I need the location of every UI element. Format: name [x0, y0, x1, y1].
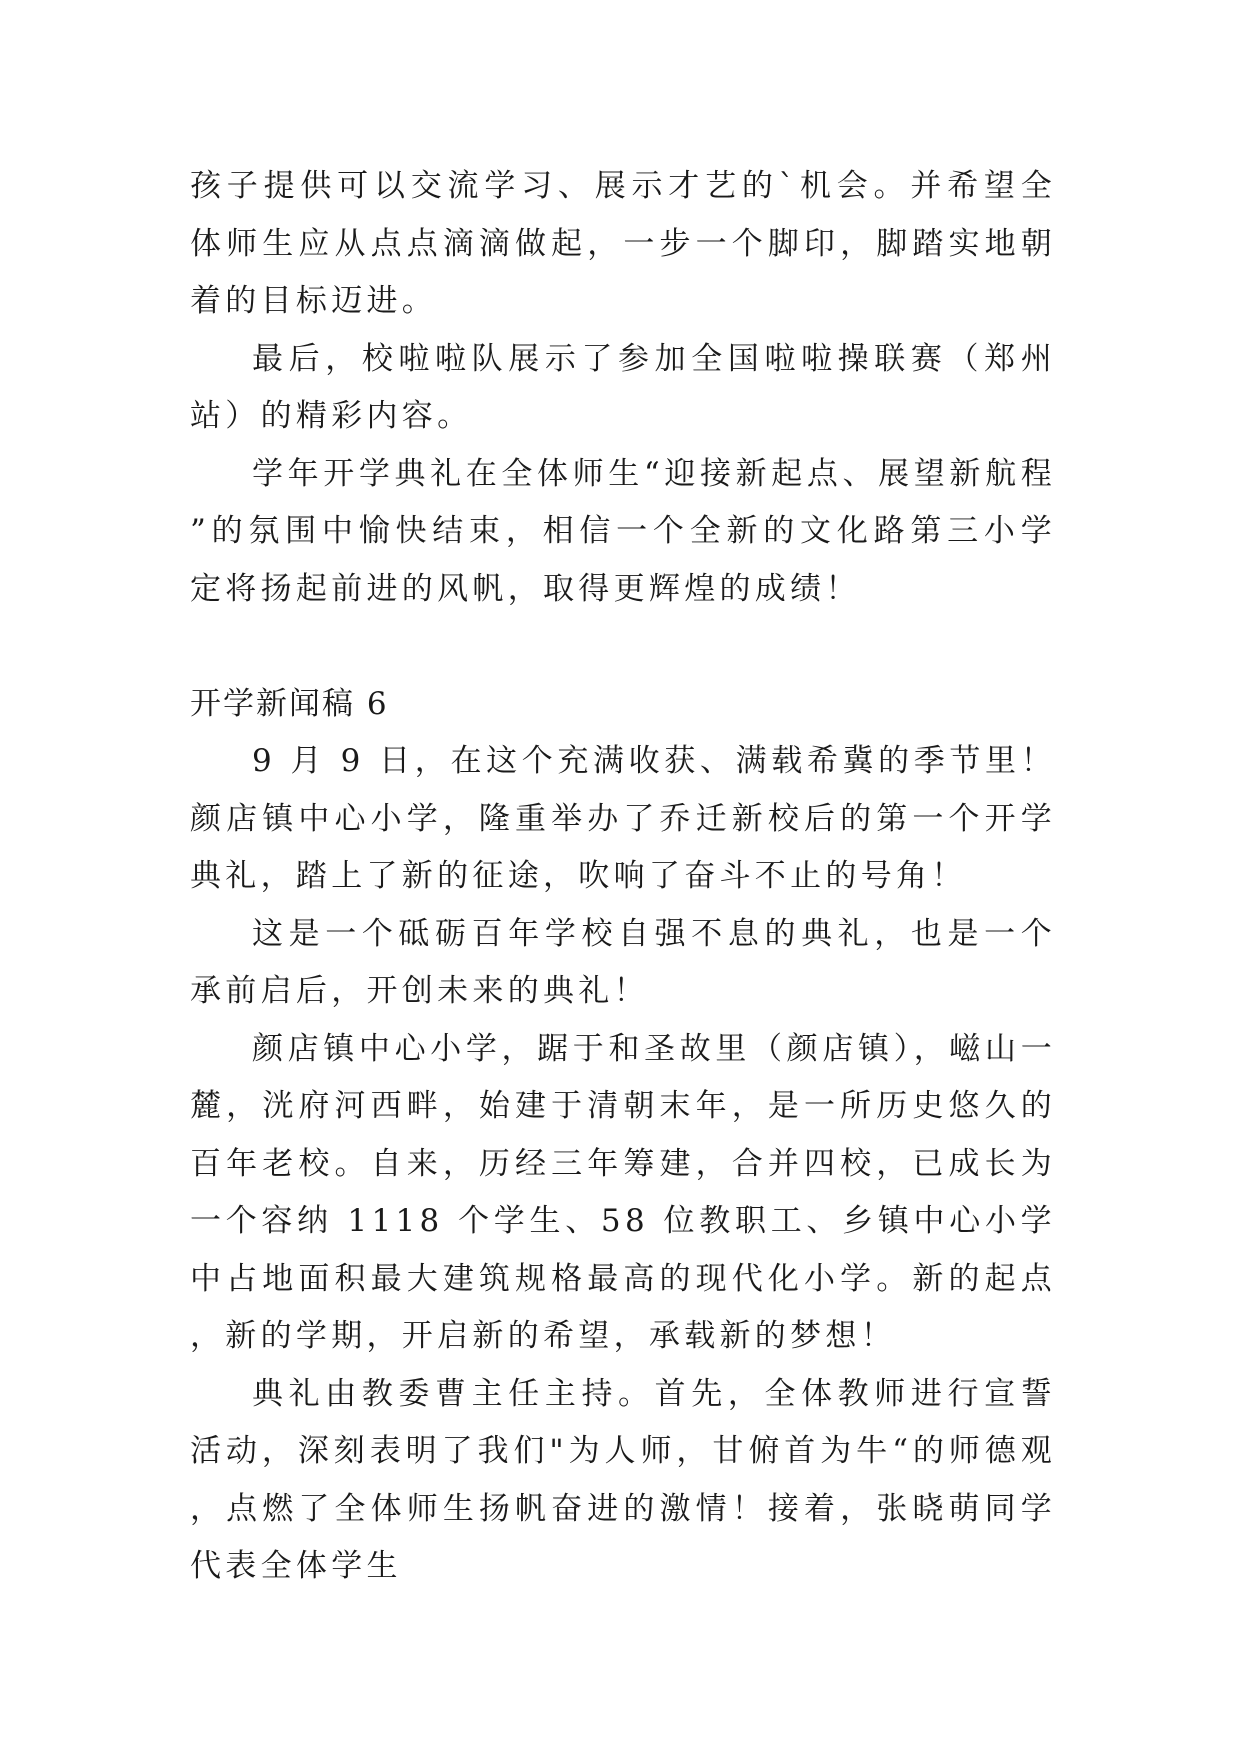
- paragraph-ceremony-meaning: 这是一个砥砺百年学校自强不息的典礼，也是一个承前启后，开创未来的典礼！: [190, 915, 1056, 1009]
- section-title: 开学新闻稿 6: [190, 685, 389, 722]
- paragraph-ceremony-end: 学年开学典礼在全体师生“迎接新起点、展望新航程”的氛围中愉快结束，相信一个全新的文化路第三小学定将扬起前进的风帆，取得更辉煌的成绩！: [190, 455, 1056, 607]
- paragraph-opening-date: 9 月 9 日，在这个充满收获、满载希冀的季节里！颜店镇中心小学，隆重举办了乔迁新校后的第一个开学典礼，踏上了新的征途，吹响了奋斗不止的号角！: [190, 743, 1056, 894]
- paragraph-ceremony-proceedings: 典礼由教委曹主任主持。首先，全体教师进行宣誓活动，深刻表明了我们"为人师，甘俯首为牛“的师德观，点燃了全体师生扬帆奋进的激情！接着，张晓萌同学代表全体学生: [190, 1375, 1056, 1584]
- paragraph-school-history: 颜店镇中心小学，踞于和圣故里（颜店镇），嵫山一麓，洸府河西畔，始建于清朝末年，是一所历史悠久的百年老校。自来，历经三年筹建，合并四校，已成长为一个容纳 1118 个学生、58 位教职工、乡镇中心小学中占地面积最大建筑规格最高的现代化小学。新的起点，新的学期，开启新的希望，承载新的梦想！: [190, 1030, 1056, 1354]
- paragraph-cheerleading: 最后，校啦啦队展示了参加全国啦啦操联赛（郑州站）的精彩内容。: [190, 340, 1056, 434]
- paragraph-continuation: 孩子提供可以交流学习、展示才艺的`机会。并希望全体师生应从点点滴滴做起，一步一个脚印，脚踏实地朝着的目标迈进。: [190, 168, 1056, 319]
- document-body: [190, 158, 1056, 1596]
